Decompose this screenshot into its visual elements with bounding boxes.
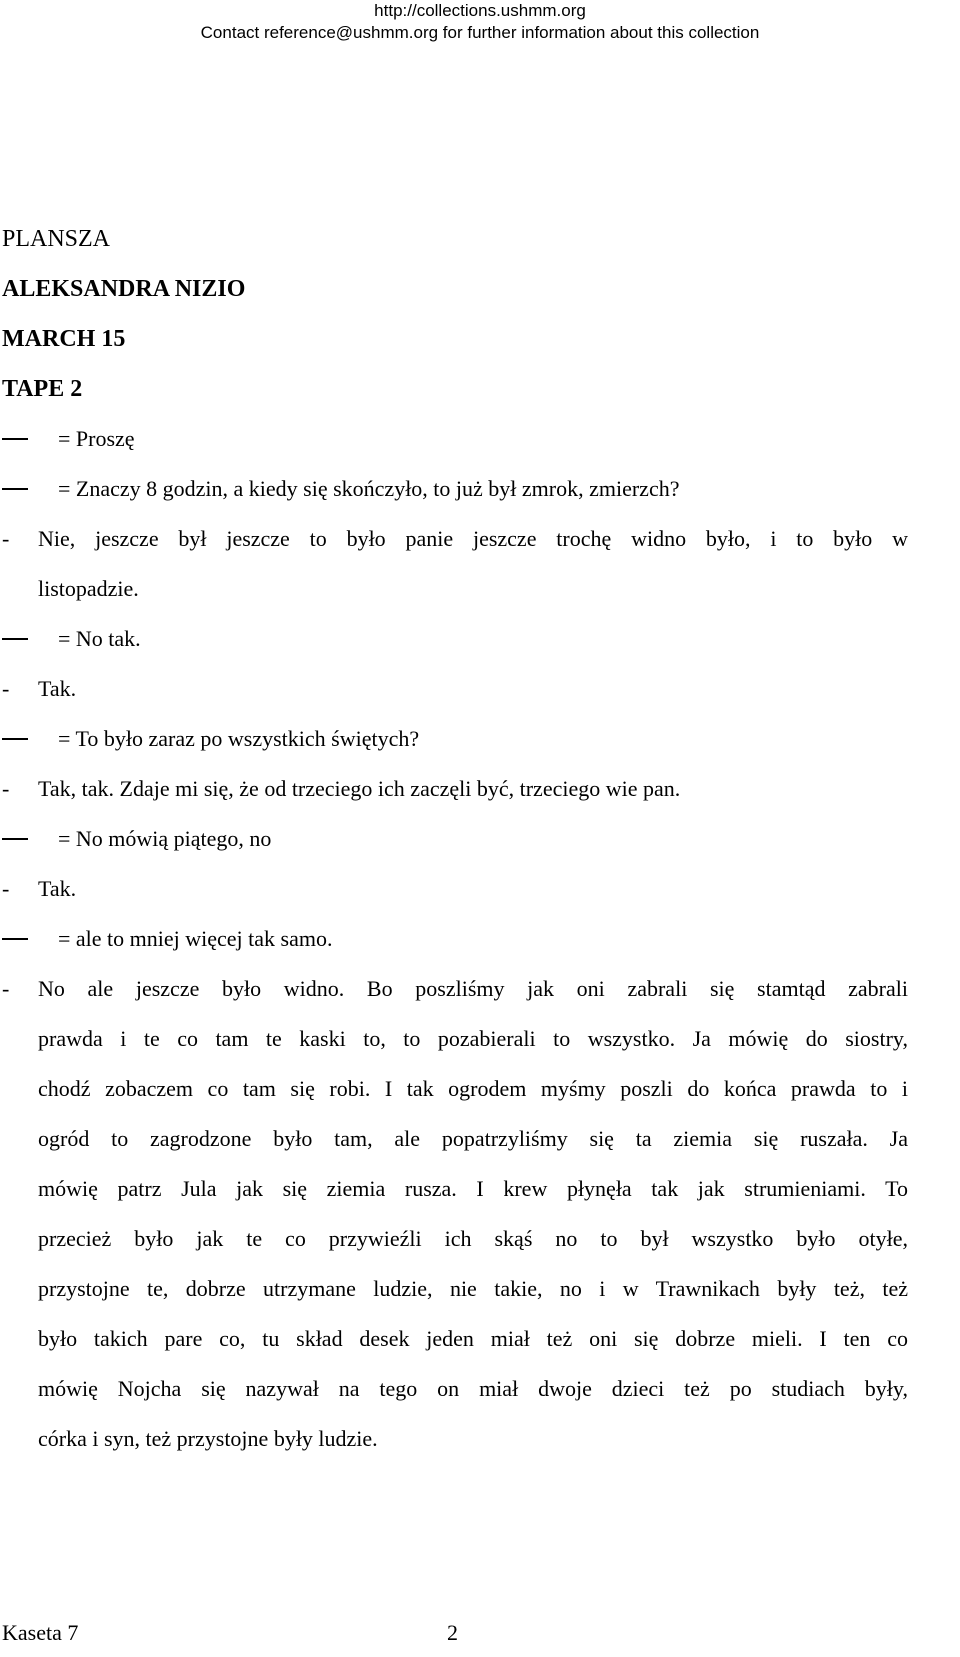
interviewer-dash xyxy=(2,838,28,840)
footer-page-number: 2 xyxy=(447,1620,458,1645)
interviewer-dash xyxy=(2,938,28,940)
paragraph-line: było takich pare co, tu skład desek jeden miał też oni się dobrze mieli. I ten co xyxy=(38,1326,908,1351)
document-label: PLANSZA xyxy=(2,226,111,252)
paragraph-line: listopadzie. xyxy=(38,576,139,601)
transcript-line: = ale to mniej więcej tak samo. xyxy=(58,926,333,951)
transcript-line: Tak, tak. Zdaje mi się, że od trzeciego ich zaczęli być, trzeciego wie pan. xyxy=(38,776,681,801)
witness-dash: - xyxy=(2,976,10,1001)
paragraph-line: córka i syn, też przystojne były ludzie. xyxy=(38,1426,378,1451)
transcript-line: = To było zaraz po wszystkich świętych? xyxy=(58,726,420,751)
collection-header xyxy=(0,0,960,44)
witness-dash: - xyxy=(2,526,10,551)
transcript-line: = No tak. xyxy=(58,626,141,651)
paragraph-line: No ale jeszcze było widno. Bo poszliśmy jak oni zabrali się stamtąd zabrali xyxy=(38,976,908,1001)
transcript-line: = Proszę xyxy=(58,426,135,451)
paragraph-line: przystojne te, dobrze utrzymane ludzie, nie takie, no i w Trawnikach były też, też xyxy=(38,1276,908,1301)
paragraph-line: prawda i te co tam te kaski to, to pozabierali to wszystko. Ja mówię do siostry, xyxy=(38,1026,908,1051)
interview-date: MARCH 15 xyxy=(2,326,126,352)
transcript-line: Tak. xyxy=(38,676,77,701)
transcript-line: = No mówią piątego, no xyxy=(58,826,272,851)
witness-dash: - xyxy=(2,776,10,801)
transcript-line: Tak. xyxy=(38,876,77,901)
collection-url: http://collections.ushmm.org xyxy=(374,1,586,20)
paragraph-line: Nie, jeszcze był jeszcze to było panie jeszcze trochę widno było, i to było w xyxy=(38,526,908,551)
contact-line: Contact reference@ushmm.org for further information about this collection xyxy=(200,23,760,42)
transcript-paragraph xyxy=(38,964,908,1464)
paragraph-line: chodź zobaczem co tam się robi. I tak ogrodem myśmy poszli do końca prawda to i xyxy=(38,1076,908,1101)
interviewer-dash xyxy=(2,488,28,490)
paragraph-line: mówię Nojcha się nazywał na tego on miał dwoje dzieci też po studiach były, xyxy=(38,1376,908,1401)
footer-cassette-label: Kaseta 7 xyxy=(2,1620,79,1645)
transcript-line: = Znaczy 8 godzin, a kiedy się skończyło, to już był zmrok, zmierzch? xyxy=(58,476,680,501)
interviewer-dash xyxy=(2,638,28,640)
witness-name: ALEKSANDRA NIZIO xyxy=(2,276,246,302)
paragraph-line: przecież było jak te co przywieźli ich skąś no to był wszystko było otyłe, xyxy=(38,1226,908,1251)
paragraph-line: ogród to zagrodzone było tam, ale popatrzyliśmy się ta ziemia się ruszała. Ja xyxy=(38,1126,908,1151)
witness-dash: - xyxy=(2,676,10,701)
transcript-paragraph xyxy=(38,514,908,614)
interviewer-dash xyxy=(2,738,28,740)
paragraph-line: mówię patrz Jula jak się ziemia rusza. I krew płynęła tak jak strumieniami. To xyxy=(38,1176,908,1201)
witness-dash: - xyxy=(2,876,10,901)
tape-number: TAPE 2 xyxy=(2,376,83,402)
interviewer-dash xyxy=(2,438,28,440)
